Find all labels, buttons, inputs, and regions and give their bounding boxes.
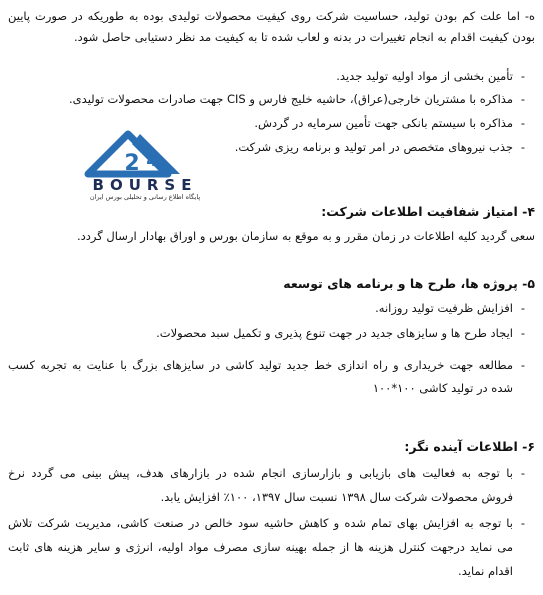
- section-e-bullet-1: - تأمین بخشی از مواد اولیه تولید جدید.: [8, 68, 513, 84]
- section-e-bullet-3: - مذاکره با سیستم بانکی جهت تأمین سرمایه در گردش.: [8, 115, 513, 131]
- svg-text:4: 4: [146, 151, 158, 170]
- section-6-para-2-line-3: اقدام نماید.: [458, 564, 513, 578]
- section-5-bullet-3-line-2: شده در تولید کاشی ۱۰۰*۱۰۰: [372, 381, 513, 395]
- section-6-para-1-line-2: فروش محصولات شرکت سال ۱۳۹۸ نسبت سال ۱۳۹۷، ۱۰۰٪ افزایش یابد.: [160, 490, 513, 504]
- section-e-line-2: بودن کیفیت اقدام به انجام تغییرات در بدنه و لعاب شده تا به کیفیت مد نظر دستیابی حاصل شود.: [73, 30, 535, 44]
- section-e-bullet-2: - مذاکره با مشتریان خارجی(عراق)، حاشیه خلیج فارس و CIS جهت صادرات محصولات تولیدی.: [8, 91, 513, 107]
- section-5-bullet-3-line-1: - مطالعه جهت خریداری و راه اندازی خط جدید تولید کاشی در سایزهای بزرگ با عنایت به تجربه کسب: [8, 357, 513, 373]
- section-6-para-2-line-2: می نماید درجهت کنترل هزینه ها از جمله بهینه سازی مصرف مواد اولیه، انرژی و سایر هزینه های ثابت: [8, 540, 513, 554]
- section-5-bullet-2: - ایجاد طرح ها و سایزهای جدید در جهت تنوع پذیری و تکمیل سبد محصولات.: [8, 325, 513, 341]
- section-4-heading: ۴- امتیاز شفافیت اطلاعات شرکت:: [321, 204, 535, 219]
- section-5-heading: ۵- پروژه ها، طرح ها و برنامه های توسعه: [283, 276, 535, 291]
- bourse-tagline: پایگاه اطلاع رسانی و تحلیلی بورس ایران: [89, 193, 201, 201]
- bourse-brand: BOURSE: [92, 176, 198, 194]
- section-6-heading: ۶- اطلاعات آینده نگر:: [404, 439, 535, 454]
- section-5-bullet-1: - افزایش ظرفیت تولید روزانه.: [8, 300, 513, 316]
- section-e-line-1: ه- اما علت کم بودن تولید، حساسیت شرکت روی کیفیت محصولات تولیدی بوده به طوریکه در صورت پایین: [8, 9, 535, 23]
- section-4-body: سعی گردید کلیه اطلاعات در زمان مقرر و به موقع به سازمان بورس و اوراق بهادار ارسال گردد.: [77, 229, 535, 243]
- bourse-logo: [70, 128, 220, 206]
- section-6-para-2-line-1: - با توجه به افزایش بهای تمام شده و کاهش حاشیه سود خالص در صنعت کاشی، مدیریت شرکت تلاش: [8, 515, 513, 531]
- section-e-bullet-4: - جذب نیروهای متخصص در امر تولید و برنامه ریزی شرکت.: [8, 139, 513, 155]
- section-6-para-1-line-1: - با توجه به فعالیت های بازیابی و بازارسازی انجام شده در بازارهای هدف، پیش بینی می گردد نرخ: [8, 465, 513, 481]
- svg-text:2: 2: [124, 151, 140, 176]
